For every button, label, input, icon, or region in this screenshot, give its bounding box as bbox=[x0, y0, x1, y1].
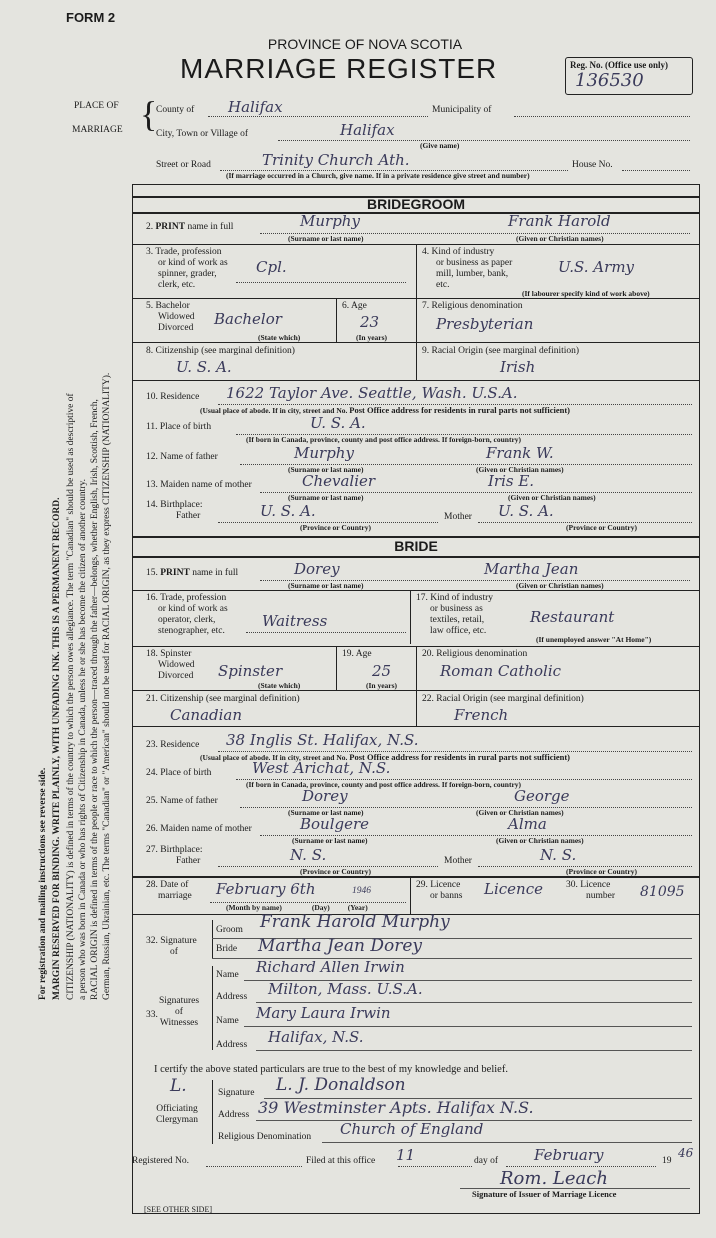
reg-no-value: 136530 bbox=[575, 70, 644, 91]
bride-father-given: George bbox=[514, 787, 570, 805]
in-years-caption: (In years) bbox=[356, 333, 388, 342]
margin-instructions: For registration and mailing instructions see reverse side. bbox=[38, 767, 48, 1000]
f11-label: 11. Place of birth bbox=[146, 422, 212, 432]
f18-label: 18. Spinster Widowed Divorced bbox=[146, 649, 195, 681]
f25-label: 25. Name of father bbox=[146, 796, 218, 806]
bride-citizenship: Canadian bbox=[170, 706, 243, 724]
issuer-label: Signature of Issuer of Marriage Licence bbox=[472, 1189, 617, 1199]
w1-address-label: Address bbox=[216, 992, 248, 1002]
day-of-label: day of bbox=[474, 1156, 499, 1166]
filed-label: Filed at this office bbox=[306, 1156, 376, 1166]
groom-signature: Frank Harold Murphy bbox=[260, 912, 450, 932]
groom-father-birth: U. S. A. bbox=[260, 502, 316, 520]
bride-heading: BRIDE bbox=[394, 538, 438, 554]
surname-caption-3: (Surname or last name) bbox=[288, 493, 364, 502]
bride-marital: Spinster bbox=[218, 662, 283, 680]
w2-name-label: Name bbox=[216, 1016, 239, 1026]
house-label: House No. bbox=[572, 160, 613, 170]
given-caption-5: (Given or Christian names) bbox=[476, 808, 564, 817]
surname-caption-6: (Surname or last name) bbox=[292, 836, 368, 845]
groom-occupation: Cpl. bbox=[256, 258, 287, 276]
in-years-caption-2: (In years) bbox=[366, 681, 398, 690]
witness2-address: Halifax, N.S. bbox=[268, 1028, 364, 1046]
groom-mother-birth: U. S. A. bbox=[498, 502, 554, 520]
prov-country-caption-4: (Province or Country) bbox=[566, 867, 637, 876]
brace: { bbox=[140, 94, 158, 134]
f20-label: 20. Religious denomination bbox=[422, 649, 528, 659]
year-prefix: 19 bbox=[662, 1156, 672, 1166]
f23-label: 23. Residence bbox=[146, 740, 200, 750]
clergy-signature: L. J. Donaldson bbox=[276, 1075, 406, 1095]
f32-label: 32. Signature of bbox=[146, 936, 197, 957]
f5-label: 5. Bachelor Widowed Divorced bbox=[146, 301, 195, 333]
prov-country-caption-2: (Province or Country) bbox=[566, 523, 637, 532]
f3-label: 3. Trade, profession or kind of work as spinner, grader, clerk, etc. bbox=[146, 247, 228, 290]
f26-label: 26. Maiden name of mother bbox=[146, 824, 252, 834]
groom-birthplace: U. S. A. bbox=[310, 414, 366, 432]
surname-caption: (Surname or last name) bbox=[288, 234, 364, 243]
licence-number: 81095 bbox=[640, 884, 685, 900]
f4-label: 4. Kind of industry or business as paper mill, lumber, bank, etc. bbox=[422, 247, 513, 290]
prov-country-caption: (Province or Country) bbox=[300, 523, 371, 532]
groom-surname: Murphy bbox=[300, 212, 360, 230]
state-which-caption-2: (State which) bbox=[258, 681, 301, 690]
f28-label: 28. Date of marriage bbox=[146, 880, 192, 901]
unemployed-note: (If unemployed answer "At Home") bbox=[536, 635, 652, 644]
bridegroom-heading: BRIDEGROOM bbox=[367, 196, 465, 212]
province-title: PROVINCE OF NOVA SCOTIA bbox=[267, 36, 463, 52]
form-number: FORM 2 bbox=[66, 10, 116, 25]
w1-name-label: Name bbox=[216, 970, 239, 980]
marriage-date: February 6th bbox=[216, 880, 316, 898]
groom-mother-given: Iris E. bbox=[488, 472, 535, 490]
f15-label: 15. PRINT name in full bbox=[146, 568, 239, 578]
page-title: MARRIAGE REGISTER bbox=[180, 53, 498, 84]
bride-father-birth: N. S. bbox=[290, 846, 327, 864]
groom-religion: Presbyterian bbox=[436, 315, 534, 333]
bride-industry: Restaurant bbox=[530, 608, 615, 626]
bride-residence: 38 Inglis St. Halifax, N.S. bbox=[226, 731, 419, 749]
issuer-signature: Rom. Leach bbox=[500, 1168, 608, 1189]
mother-label-2: Mother bbox=[444, 856, 472, 866]
officiating-label: Officiating Clergyman bbox=[155, 1104, 199, 1125]
given-caption-3: (Given or Christian names) bbox=[508, 493, 596, 502]
witnesses-label: Signatures of Witnesses bbox=[158, 996, 200, 1028]
labourer-note: (If labourer specify kind of work above) bbox=[522, 289, 650, 298]
clergy-initial: L. bbox=[170, 1076, 187, 1096]
birth-note: (If born in Canada, province, county and post office address. If foreign-born, country) bbox=[246, 435, 522, 444]
bride-mother-surname: Boulgere bbox=[300, 815, 370, 833]
residence-note: (Usual place of abode. If in city, street and No. Post Office address for residents in rural parts not sufficient) bbox=[200, 405, 570, 415]
groom-given: Frank Harold bbox=[508, 212, 611, 230]
bride-given: Martha Jean bbox=[484, 560, 579, 578]
county-value: Halifax bbox=[228, 98, 283, 116]
bride-mother-given: Alma bbox=[508, 815, 547, 833]
street-note: (If marriage occurred in a Church, give name. If in a private residence give street and number) bbox=[226, 171, 530, 180]
date-captions: (Month by name) (Day) (Year) bbox=[226, 903, 368, 912]
groom-industry: U.S. Army bbox=[558, 258, 635, 276]
f19-label: 19. Age bbox=[342, 649, 372, 659]
witness1-name: Richard Allen Irwin bbox=[256, 958, 405, 976]
birth-note-2: (If born in Canada, province, county and post office address. If foreign-born, country) bbox=[246, 780, 522, 789]
bride-mother-birth: N. S. bbox=[540, 846, 577, 864]
bride-birthplace: West Arichat, N.S. bbox=[252, 759, 391, 777]
street-value: Trinity Church Ath. bbox=[262, 151, 410, 169]
surname-caption-4: (Surname or last name) bbox=[288, 581, 364, 590]
filed-year: 46 bbox=[678, 1146, 694, 1160]
bride-racial: French bbox=[454, 706, 509, 724]
f6-label: 6. Age bbox=[342, 301, 367, 311]
bride-signature: Martha Jean Dorey bbox=[258, 936, 423, 956]
clergy-address-label: Address bbox=[218, 1110, 250, 1120]
groom-residence: 1622 Taylor Ave. Seattle, Wash. U.S.A. bbox=[226, 384, 518, 402]
prov-country-caption-3: (Province or Country) bbox=[300, 867, 371, 876]
f21-label: 21. Citizenship (see marginal definition) bbox=[146, 694, 300, 704]
groom-sig-label: Groom bbox=[216, 925, 243, 935]
municipality-label: Municipality of bbox=[432, 105, 492, 115]
groom-age: 23 bbox=[360, 313, 380, 331]
f2-label: 2. PRINT name in full bbox=[146, 222, 234, 232]
groom-father-given: Frank W. bbox=[486, 444, 554, 462]
margin-racial-1: RACIAL ORIGIN is defined in terms of the people or race to which the person—traced through the father—belongs, whether English, Irish, Scottish, French, bbox=[90, 399, 100, 1000]
f8-label: 8. Citizenship (see marginal definition) bbox=[146, 346, 295, 356]
groom-father-surname: Murphy bbox=[294, 444, 354, 462]
bride-surname: Dorey bbox=[294, 560, 340, 578]
bride-religion: Roman Catholic bbox=[440, 662, 562, 680]
f29-label: 29. Licence or banns bbox=[416, 880, 463, 901]
surname-caption-2: (Surname or last name) bbox=[288, 465, 364, 474]
mother-label: Mother bbox=[444, 512, 472, 522]
f13-label: 13. Maiden name of mother bbox=[146, 480, 252, 490]
residence-note-2: (Usual place of abode. If in city, street and No. Post Office address for residents in rural parts not sufficient) bbox=[200, 752, 570, 762]
clergy-address: 39 Westminster Apts. Halifax N.S. bbox=[258, 1098, 534, 1117]
witness1-address: Milton, Mass. U.S.A. bbox=[268, 980, 423, 998]
county-label: County of bbox=[156, 105, 195, 115]
f14-label: 14. Birthplace: Father bbox=[146, 500, 203, 521]
give-name-caption: (Give name) bbox=[420, 141, 460, 150]
clergy-denom-label: Religious Denomination bbox=[218, 1132, 312, 1142]
f17-label: 17. Kind of industry or business as textiles, retail, law office, etc. bbox=[416, 593, 494, 636]
bride-father-surname: Dorey bbox=[302, 787, 348, 805]
place-of-label: PLACE OF bbox=[74, 101, 119, 111]
bride-occupation: Waitress bbox=[262, 612, 328, 630]
groom-racial: Irish bbox=[500, 358, 536, 376]
street-label: Street or Road bbox=[156, 160, 211, 170]
bride-sig-label: Bride bbox=[216, 944, 238, 954]
f33-label: 33. bbox=[146, 1010, 158, 1020]
clergy-sig-label: Signature bbox=[218, 1088, 255, 1098]
f27-label: 27. Birthplace: Father bbox=[146, 845, 203, 866]
groom-citizenship: U. S. A. bbox=[176, 358, 232, 376]
licence-or-banns: Licence bbox=[484, 880, 543, 898]
f7-label: 7. Religious denomination bbox=[422, 301, 523, 311]
f24-label: 24. Place of birth bbox=[146, 768, 212, 778]
surname-caption-5: (Surname or last name) bbox=[288, 808, 364, 817]
margin-citizenship-2: a person who was born in Canada or who has rights of Citizenship in Canada, unless he or she has become the citizen of another country. bbox=[78, 479, 88, 1000]
w2-address-label: Address bbox=[216, 1040, 248, 1050]
margin-citizenship-1: CITIZENSHIP (NATIONALITY) is defined in terms of the country to which the person owes allegiance. The term "Canadian" should be used as descriptive of bbox=[66, 393, 76, 1000]
given-caption-2: (Given or Christian names) bbox=[476, 465, 564, 474]
f12-label: 12. Name of father bbox=[146, 452, 218, 462]
marriage-label: MARRIAGE bbox=[72, 125, 123, 135]
reg-no-label: Reg. No. (Office use only) bbox=[570, 60, 668, 70]
margin-binding-note: MARGIN RESERVED FOR BINDING. WRITE PLAINLY, WITH UNFADING INK. THIS IS A PERMANENT RECORD. bbox=[52, 497, 62, 1000]
city-label: City, Town or Village of bbox=[156, 129, 248, 139]
groom-mother-surname: Chevalier bbox=[302, 472, 376, 490]
city-value: Halifax bbox=[340, 121, 395, 139]
see-other-side: [SEE OTHER SIDE] bbox=[144, 1205, 212, 1214]
filed-day: 11 bbox=[396, 1146, 416, 1164]
f16-label: 16. Trade, profession or kind of work as operator, clerk, stenographer, etc. bbox=[146, 593, 228, 636]
f22-label: 22. Racial Origin (see marginal definition) bbox=[422, 694, 584, 704]
state-which-caption: (State which) bbox=[258, 333, 301, 342]
marriage-year: 1946 bbox=[352, 886, 371, 896]
filed-month: February bbox=[534, 1146, 604, 1164]
clergy-denomination: Church of England bbox=[340, 1120, 484, 1138]
given-caption: (Given or Christian names) bbox=[516, 234, 604, 243]
f9-label: 9. Racial Origin (see marginal definition) bbox=[422, 346, 580, 356]
f30-label: 30. Licence number bbox=[566, 880, 616, 901]
bride-age: 25 bbox=[372, 662, 392, 680]
given-caption-6: (Given or Christian names) bbox=[496, 836, 584, 845]
registered-no-label: Registered No. bbox=[132, 1156, 189, 1166]
f10-label: 10. Residence bbox=[146, 392, 200, 402]
given-caption-4: (Given or Christian names) bbox=[516, 581, 604, 590]
witness2-name: Mary Laura Irwin bbox=[256, 1004, 391, 1022]
certify-statement: I certify the above stated particulars are true to the best of my knowledge and belief. bbox=[154, 1064, 508, 1075]
groom-marital: Bachelor bbox=[214, 310, 282, 328]
margin-racial-2: German, Russian, Ukrainian, etc. The terms "Canadian" or "American" should not be used for RACIAL ORIGIN, as they express CITIZENSHIP (NATIONALITY). bbox=[102, 372, 112, 1000]
